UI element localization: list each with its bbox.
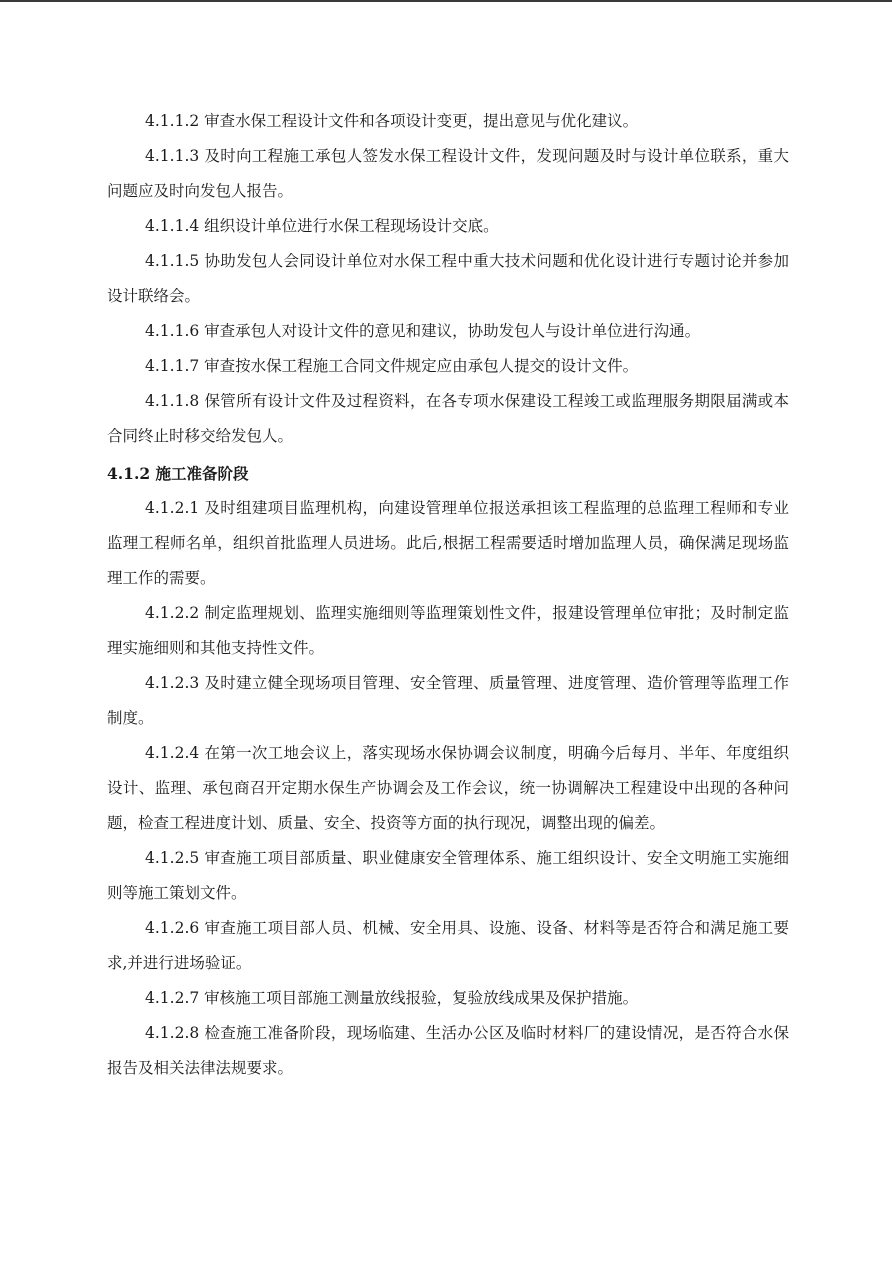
- clause-4-1-1-6: 4.1.1.6 审查承包人对设计文件的意见和建议，协助发包人与设计单位进行沟通。: [145, 322, 701, 340]
- section-heading-4-1-2: 4.1.2 施工准备阶段: [107, 464, 249, 483]
- clause-4-1-2-5: 4.1.2.5 审查施工项目部质量、职业健康安全管理体系、施工组织设计、安全文明施工实施细则等施工策划文件。: [107, 849, 789, 902]
- clause-4-1-2-6: 4.1.2.6 审查施工项目部人员、机械、安全用具、设施、设备、材料等是否符合和满足施工要求,并进行进场验证。: [107, 919, 789, 972]
- clause-4-1-2-7: 4.1.2.7 审核施工项目部施工测量放线报验，复验放线成果及保护措施。: [145, 989, 639, 1007]
- clause-4-1-2-4: 4.1.2.4 在第一次工地会议上，落实现场水保协调会议制度，明确今后每月、半年、年度组织设计、监理、承包商召开定期水保生产协调会及工作会议，统一协调解决工程建设中出现的各种问题，检查工程进度计划、质量、安全、投资等方面的执行现况，调整出现的偏差。: [107, 744, 789, 832]
- clause-4-1-1-2: 4.1.1.2 审查水保工程设计文件和各项设计变更，提出意见与优化建议。: [145, 112, 639, 130]
- clause-4-1-1-5: 4.1.1.5 协助发包人会同设计单位对水保工程中重大技术问题和优化设计进行专题讨论并参加设计联络会。: [107, 252, 789, 305]
- clause-4-1-1-4: 4.1.1.4 组织设计单位进行水保工程现场设计交底。: [145, 217, 499, 235]
- clause-4-1-2-1: 4.1.2.1 及时组建项目监理机构，向建设管理单位报送承担该工程监理的总监理工程师和专业监理工程师名单，组织首批监理人员进场。此后,根据工程需要适时增加监理人员，确保满足现场监理工作的需要。: [107, 499, 789, 587]
- clause-4-1-2-8: 4.1.2.8 检查施工准备阶段，现场临建、生活办公区及临时材料厂的建设情况，是否符合水保报告及相关法律法规要求。: [107, 1024, 789, 1077]
- clause-4-1-1-7: 4.1.1.7 审查按水保工程施工合同文件规定应由承包人提交的设计文件。: [145, 357, 639, 375]
- clause-4-1-2-3: 4.1.2.3 及时建立健全现场项目管理、安全管理、质量管理、进度管理、造价管理等监理工作制度。: [107, 674, 789, 727]
- document-body: [107, 104, 789, 1086]
- clause-4-1-2-2: 4.1.2.2 制定监理规划、监理实施细则等监理策划性文件，报建设管理单位审批；及时制定监理实施细则和其他支持性文件。: [107, 604, 789, 657]
- clause-4-1-1-8: 4.1.1.8 保管所有设计文件及过程资料，在各专项水保建设工程竣工或监理服务期限届满或本合同终止时移交给发包人。: [107, 392, 789, 445]
- clause-4-1-1-3: 4.1.1.3 及时向工程施工承包人签发水保工程设计文件，发现问题及时与设计单位联系，重大问题应及时向发包人报告。: [107, 147, 789, 200]
